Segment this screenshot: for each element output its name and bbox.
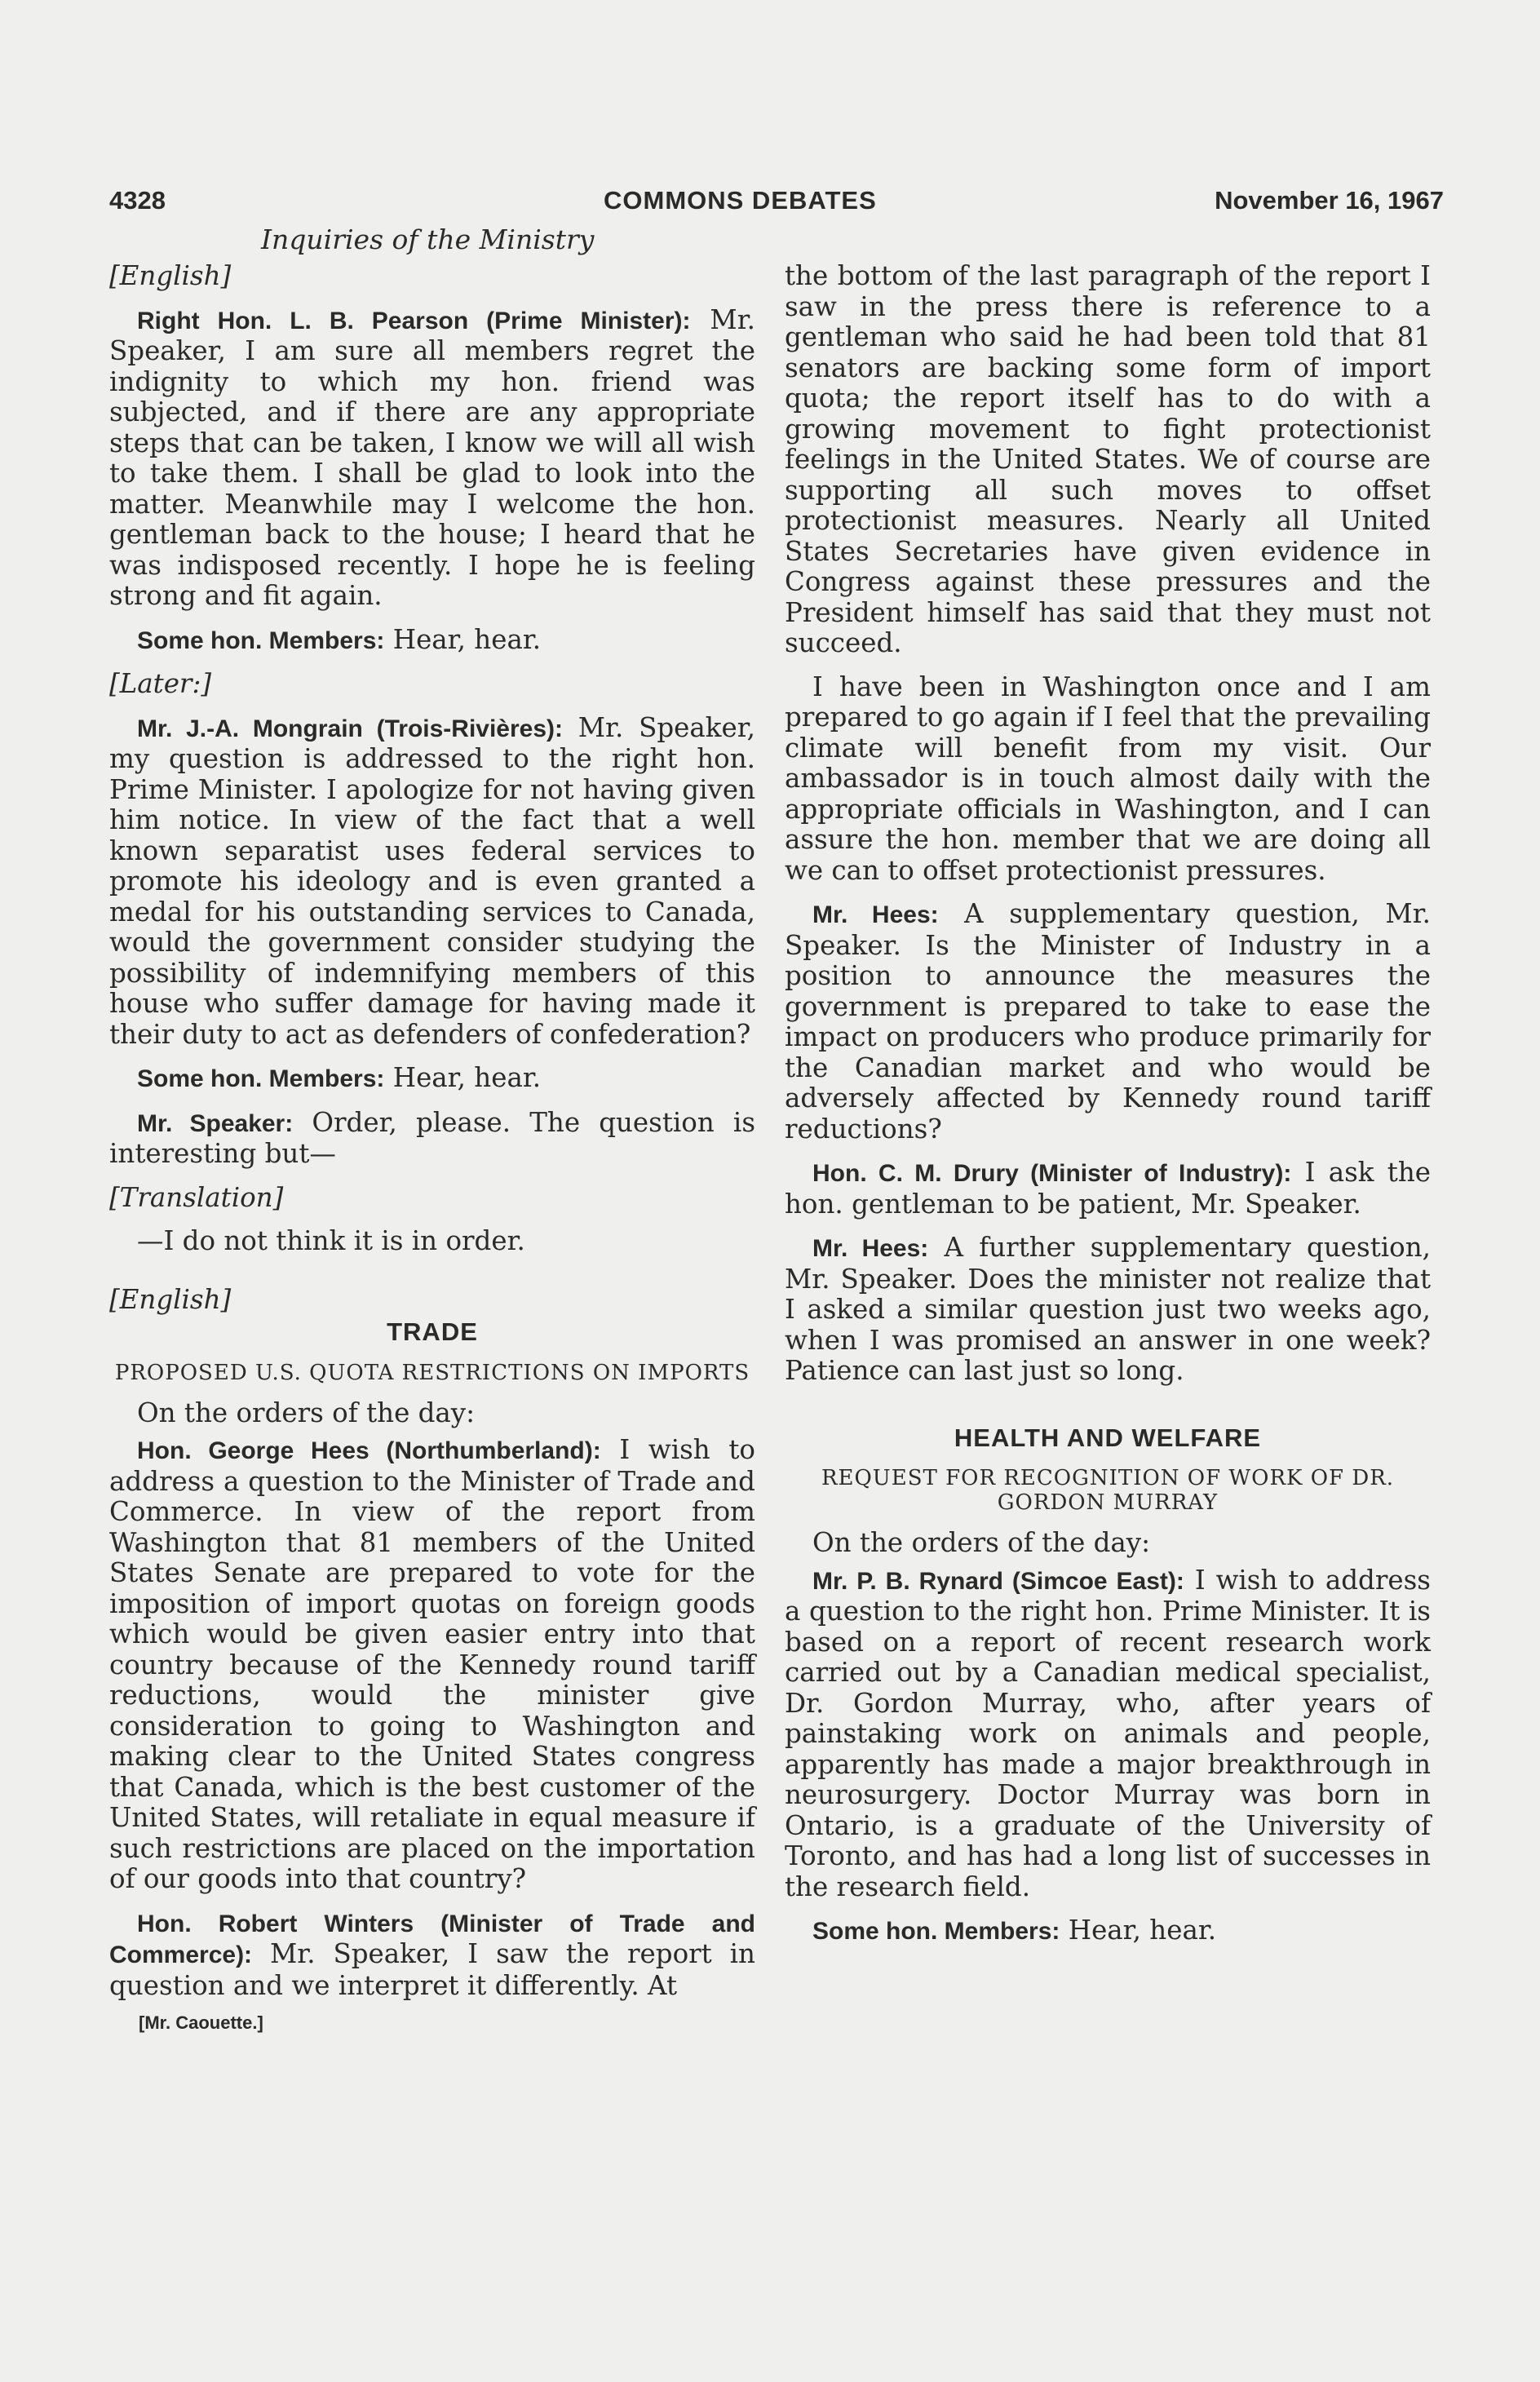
right-column [785,261,1431,1960]
page-header [109,186,1444,222]
section-heading: TRADE [387,1317,478,1346]
left-column [109,261,755,2039]
speaker-name: Mr. P. B. Rynard (Simcoe East): [812,1567,1184,1595]
paragraph [109,1063,755,1095]
page-number: 4328 [109,186,166,215]
paragraph [785,1158,1431,1220]
speaker-name: Hon. Robert Winters (Minister of Trade and Commerce): [109,1910,755,1968]
paragraph [109,1108,755,1170]
speech-text: Hear, hear. [384,623,542,655]
speech-text: the bottom of the last paragraph of the report I saw in the press there is reference to a gentleman who said he had been told that 81 senators are backing some form of import quota; the report itself has to do with a growing movement to fight protectionist feelings in the United States. We of course are supporting all such moves to offset protectionist measures. Nearly all United States Secretaries have given evidence in Congress against these pressures and the President himself has said that they must not succeed. [785,260,1431,658]
paragraph [785,1915,1431,1947]
orders-line: On the orders of the day: [137,1397,476,1428]
language-tag: [Translation] [109,1181,284,1213]
section-running-head: Inquiries of the Ministry [261,224,595,255]
speaker-name: Some hon. Members: [137,626,385,654]
paragraph [785,1233,1431,1387]
section-subheading: REQUEST FOR RECOGNITION OF WORK OF DR. GORDON MURRAY [821,1466,1395,1515]
speaker-name: Hon. C. M. Drury (Minister of Industry): [812,1160,1292,1187]
speech-text: Order, please. The question is interesting but— [109,1106,756,1169]
speaker-name: Hon. George Hees (Northumberland): [137,1437,601,1464]
speaker-name: Mr. Hees: [812,1235,929,1262]
later-tag: [Later:] [109,668,212,699]
speech-text: A supplementary question, Mr. Speaker. Is the Minister of Industry in a position to announce the measures the government is prepared to take to ease the impact on producers who produce primarily for the Canadian market and who would be adversely affected by Kennedy round tariff reductions? [785,898,1431,1145]
section-heading: HEALTH AND WELFARE [954,1423,1262,1452]
speaker-name: Right Hon. L. B. Pearson (Prime Minister): [137,307,691,334]
speech-text: I have been in Washington once and I am prepared to go again if I feel that the prevailing climate will benefit from my visit. Our ambassador is in touch almost daily with the appropriate officials in Washington, and I can assure the hon. member that we are doing all we can to offset protectionist pressures. [785,671,1431,886]
speaker-name: Some hon. Members: [137,1065,385,1092]
footnote: [Mr. Caouette.] [139,2012,263,2033]
paragraph [785,899,1431,1145]
speech-text: Mr. Speaker, I am sure all members regret the indignity to which my hon. friend was subjected, and if there are any appropriate steps that can be taken, I know we will all wish to take them. I shall be glad to look into the matter. Meanwhile may I welcome the hon. gentleman back to the house; I heard that he was indisposed recently. I hope he is feeling strong and fit again. [109,303,755,611]
paragraph [109,305,755,612]
speaker-name: Mr. Hees: [812,901,939,928]
paragraph [785,672,1431,887]
publication-date: November 16, 1967 [1215,186,1444,215]
speech-text: Mr. Speaker, my question is addressed to the right hon. Prime Minister. I apologize for not having given him notice. In view of the fact that a well known separatist uses federal services to promote his ideology and is even granted a medal for his outstanding services to Canada, would the government consider studying the possibility of indemnifying members of this house who suffer damage for having made it their duty to act as defenders of confederation? [109,711,755,1050]
speech-text: Hear, hear. [1060,1915,1217,1946]
speech-text: —I do not think it is in order. [137,1225,525,1256]
section-subheading: PROPOSED U.S. QUOTA RESTRICTIONS ON IMPORTS [114,1360,750,1385]
paragraph [109,1226,755,1257]
paragraph [785,261,1431,659]
speech-text: I wish to address a question to the Minister of Trade and Commerce. In view of the report from Washington that 81 members of the United States Senate are prepared to vote for the imposition of import quotas on foreign goods which would be given easier entry into that country because of the Kennedy round tariff reductions, would the minister give consideration to going to Washington and making clear to the United States congress that Canada, which is the best customer of the United States, will retaliate in equal measure if such restrictions are placed on the importation of our goods into that country? [109,1434,755,1894]
speaker-name: Some hon. Members: [812,1918,1060,1945]
paragraph [109,713,755,1051]
paragraph [109,625,755,657]
language-tag: [English] [109,260,232,291]
speech-text: Mr. Speaker, I saw the report in question and we interpret it differently. At [109,1938,755,2001]
speaker-name: Mr. Speaker: [137,1109,294,1137]
speech-text: I wish to address a question to the right hon. Prime Minister. It is based on a report of recent research work carried out by a Canadian medical specialist, Dr. Gordon Murray, who, after years of painstaking work on animals and people, apparently has made a major breakthrough in neurosurgery. Doctor Murray was born in Ontario, is a graduate of the University of Toronto, and has had a long list of successes in the research field. [785,1564,1431,1902]
paragraph [109,1435,755,1895]
paragraph [785,1565,1431,1903]
speech-text: Hear, hear. [384,1062,542,1093]
publication-title: COMMONS DEBATES [604,186,877,215]
paragraph [109,1908,755,2002]
orders-line: On the orders of the day: [812,1527,1151,1558]
speaker-name: Mr. J.-A. Mongrain (Trois-Rivières): [137,715,564,742]
speech-text: I ask the hon. gentleman to be patient, Mr. Speaker. [785,1157,1431,1220]
language-tag: [English] [109,1283,232,1315]
speech-text: A further supplementary question, Mr. Speaker. Does the minister not realize that I asked a similar question just two weeks ago, when I was promised an answer in one week? Patience can last just so long. [785,1232,1431,1386]
